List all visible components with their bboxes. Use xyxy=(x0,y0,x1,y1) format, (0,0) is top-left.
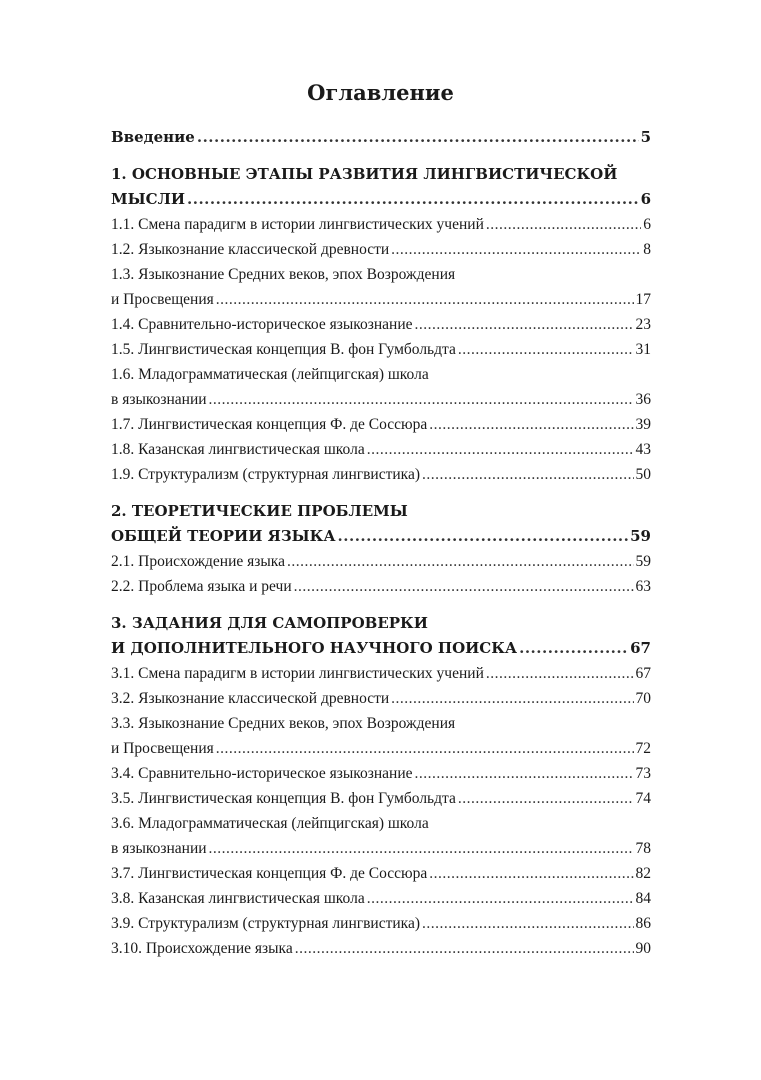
toc-page-number: 67 xyxy=(635,665,651,682)
toc-entry-3-9 xyxy=(111,911,651,936)
toc-section-2 xyxy=(111,499,651,549)
toc-page-number: 23 xyxy=(635,316,651,333)
toc-label-line1: 3.6. Младограмматическая (лейпцигская) школа xyxy=(111,815,429,832)
toc-label-line2: и Просвещения xyxy=(111,291,214,308)
toc-page-number: 6 xyxy=(640,190,651,208)
dot-leader xyxy=(216,736,634,761)
toc-page-number: 82 xyxy=(635,865,651,882)
toc-page-number: 63 xyxy=(635,578,651,595)
dot-leader xyxy=(338,524,629,549)
toc-label: 1.8. Казанская лингвистическая школа xyxy=(111,441,365,458)
toc-entry-1-7 xyxy=(111,412,651,437)
toc-page-number: 70 xyxy=(635,690,651,707)
toc-label: 3.5. Лингвистическая концепция В. фон Гумбольдта xyxy=(111,790,456,807)
toc-label-line1: 1. ОСНОВНЫЕ ЭТАПЫ РАЗВИТИЯ ЛИНГВИСТИЧЕСКОЙ xyxy=(111,165,618,183)
dot-leader xyxy=(486,212,641,237)
toc-page-number: 78 xyxy=(635,840,651,857)
toc-label-line2: и Просвещения xyxy=(111,740,214,757)
toc-label-line1: 3. ЗАДАНИЯ ДЛЯ САМОПРОВЕРКИ xyxy=(111,614,428,632)
dot-leader xyxy=(429,412,633,437)
toc-section-3 xyxy=(111,611,651,661)
dot-leader xyxy=(367,437,634,462)
toc-entry-3-1 xyxy=(111,661,651,686)
dot-leader xyxy=(391,686,633,711)
dot-leader xyxy=(422,462,633,487)
toc-label: 3.10. Происхождение языка xyxy=(111,940,293,957)
toc-label: 2.1. Происхождение языка xyxy=(111,553,285,570)
toc-entry-intro xyxy=(111,125,651,150)
toc-entry-2-1 xyxy=(111,549,651,574)
toc-entry-1-2 xyxy=(111,237,651,262)
toc-label-line1: 3.3. Языкознание Средних веков, эпох Возрождения xyxy=(111,715,456,732)
toc-label: 3.1. Смена парадигм в истории лингвистических учений xyxy=(111,665,484,682)
toc-entry-1-6 xyxy=(111,362,651,412)
toc-page-number: 43 xyxy=(635,441,651,458)
toc-label: 2.2. Проблема языка и речи xyxy=(111,578,292,595)
toc-label: 3.7. Лингвистическая концепция Ф. де Соссюра xyxy=(111,865,428,882)
toc-entry-1-5 xyxy=(111,337,651,362)
toc-label: 3.2. Языкознание классической древности xyxy=(111,690,390,707)
toc-page-number: 72 xyxy=(635,740,651,757)
toc-entry-3-10 xyxy=(111,936,651,961)
toc-page-number: 31 xyxy=(635,341,651,358)
toc-page-number: 50 xyxy=(635,466,651,483)
toc-page-number: 84 xyxy=(635,890,651,907)
toc-label: Введение xyxy=(111,128,195,146)
toc-label-line2: МЫСЛИ xyxy=(111,190,186,208)
toc-page-number: 36 xyxy=(635,391,651,408)
toc-entry-3-5 xyxy=(111,786,651,811)
dot-leader xyxy=(216,287,634,312)
toc-entry-3-2 xyxy=(111,686,651,711)
dot-leader xyxy=(294,574,634,599)
toc-section-1 xyxy=(111,162,651,212)
toc-label: 1.1. Смена парадигм в истории лингвистических учений xyxy=(111,216,484,233)
toc-entry-1-1 xyxy=(111,212,651,237)
dot-leader xyxy=(391,237,641,262)
dot-leader xyxy=(209,836,634,861)
toc-label: 3.9. Структурализм (структурная лингвистика) xyxy=(111,915,421,932)
toc-page-number: 5 xyxy=(640,128,651,146)
dot-leader xyxy=(422,911,633,936)
page-title: Оглавление xyxy=(307,80,454,105)
toc-entry-3-6 xyxy=(111,811,651,861)
toc-label: 1.2. Языкознание классической древности xyxy=(111,241,390,258)
toc-entry-3-4 xyxy=(111,761,651,786)
toc-label: 1.4. Сравнительно-историческое языкознание xyxy=(111,316,413,333)
dot-leader xyxy=(415,312,634,337)
toc-entry-3-8 xyxy=(111,886,651,911)
toc-entry-2-2 xyxy=(111,574,651,599)
toc-label-line2: ОБЩЕЙ ТЕОРИИ ЯЗЫКА xyxy=(111,527,336,545)
toc-label-line1: 1.6. Младограмматическая (лейпцигская) школа xyxy=(111,366,429,383)
toc-entry-1-4 xyxy=(111,312,651,337)
dot-leader xyxy=(429,861,633,886)
dot-leader xyxy=(295,936,634,961)
toc-label-line2: в языкознании xyxy=(111,391,207,408)
toc-page-number: 8 xyxy=(643,241,651,258)
dot-leader xyxy=(187,187,639,212)
toc-entry-1-3 xyxy=(111,262,651,312)
toc-entry-1-9 xyxy=(111,462,651,487)
toc-page-number: 90 xyxy=(635,940,651,957)
toc-label-line1: 1.3. Языкознание Средних веков, эпох Возрождения xyxy=(111,266,456,283)
toc-page-number: 73 xyxy=(635,765,651,782)
toc-page-number: 59 xyxy=(635,553,651,570)
toc-page-number: 67 xyxy=(630,639,651,657)
toc-page-number: 6 xyxy=(643,216,651,233)
toc-page-number: 74 xyxy=(635,790,651,807)
dot-leader xyxy=(458,786,634,811)
table-of-contents xyxy=(111,125,651,961)
dot-leader xyxy=(519,636,628,661)
toc-page-number: 86 xyxy=(635,915,651,932)
toc-entry-3-7 xyxy=(111,861,651,886)
toc-label-line2: И ДОПОЛНИТЕЛЬНОГО НАУЧНОГО ПОИСКА xyxy=(111,639,518,657)
dot-leader xyxy=(287,549,634,574)
toc-label: 3.8. Казанская лингвистическая школа xyxy=(111,890,365,907)
toc-entry-1-8 xyxy=(111,437,651,462)
toc-entry-3-3 xyxy=(111,711,651,761)
toc-label: 3.4. Сравнительно-историческое языкознание xyxy=(111,765,413,782)
dot-leader xyxy=(415,761,634,786)
dot-leader xyxy=(486,661,634,686)
toc-page-number: 59 xyxy=(630,527,651,545)
dot-leader xyxy=(209,387,634,412)
toc-label: 1.9. Структурализм (структурная лингвистика) xyxy=(111,466,421,483)
dot-leader xyxy=(367,886,634,911)
toc-label: 1.7. Лингвистическая концепция Ф. де Соссюра xyxy=(111,416,428,433)
toc-label-line2: в языкознании xyxy=(111,840,207,857)
toc-label: 1.5. Лингвистическая концепция В. фон Гумбольдта xyxy=(111,341,456,358)
toc-page-number: 17 xyxy=(635,291,651,308)
toc-label-line1: 2. ТЕОРЕТИЧЕСКИЕ ПРОБЛЕМЫ xyxy=(111,502,408,520)
dot-leader xyxy=(458,337,634,362)
dot-leader xyxy=(197,125,639,150)
toc-page-number: 39 xyxy=(635,416,651,433)
